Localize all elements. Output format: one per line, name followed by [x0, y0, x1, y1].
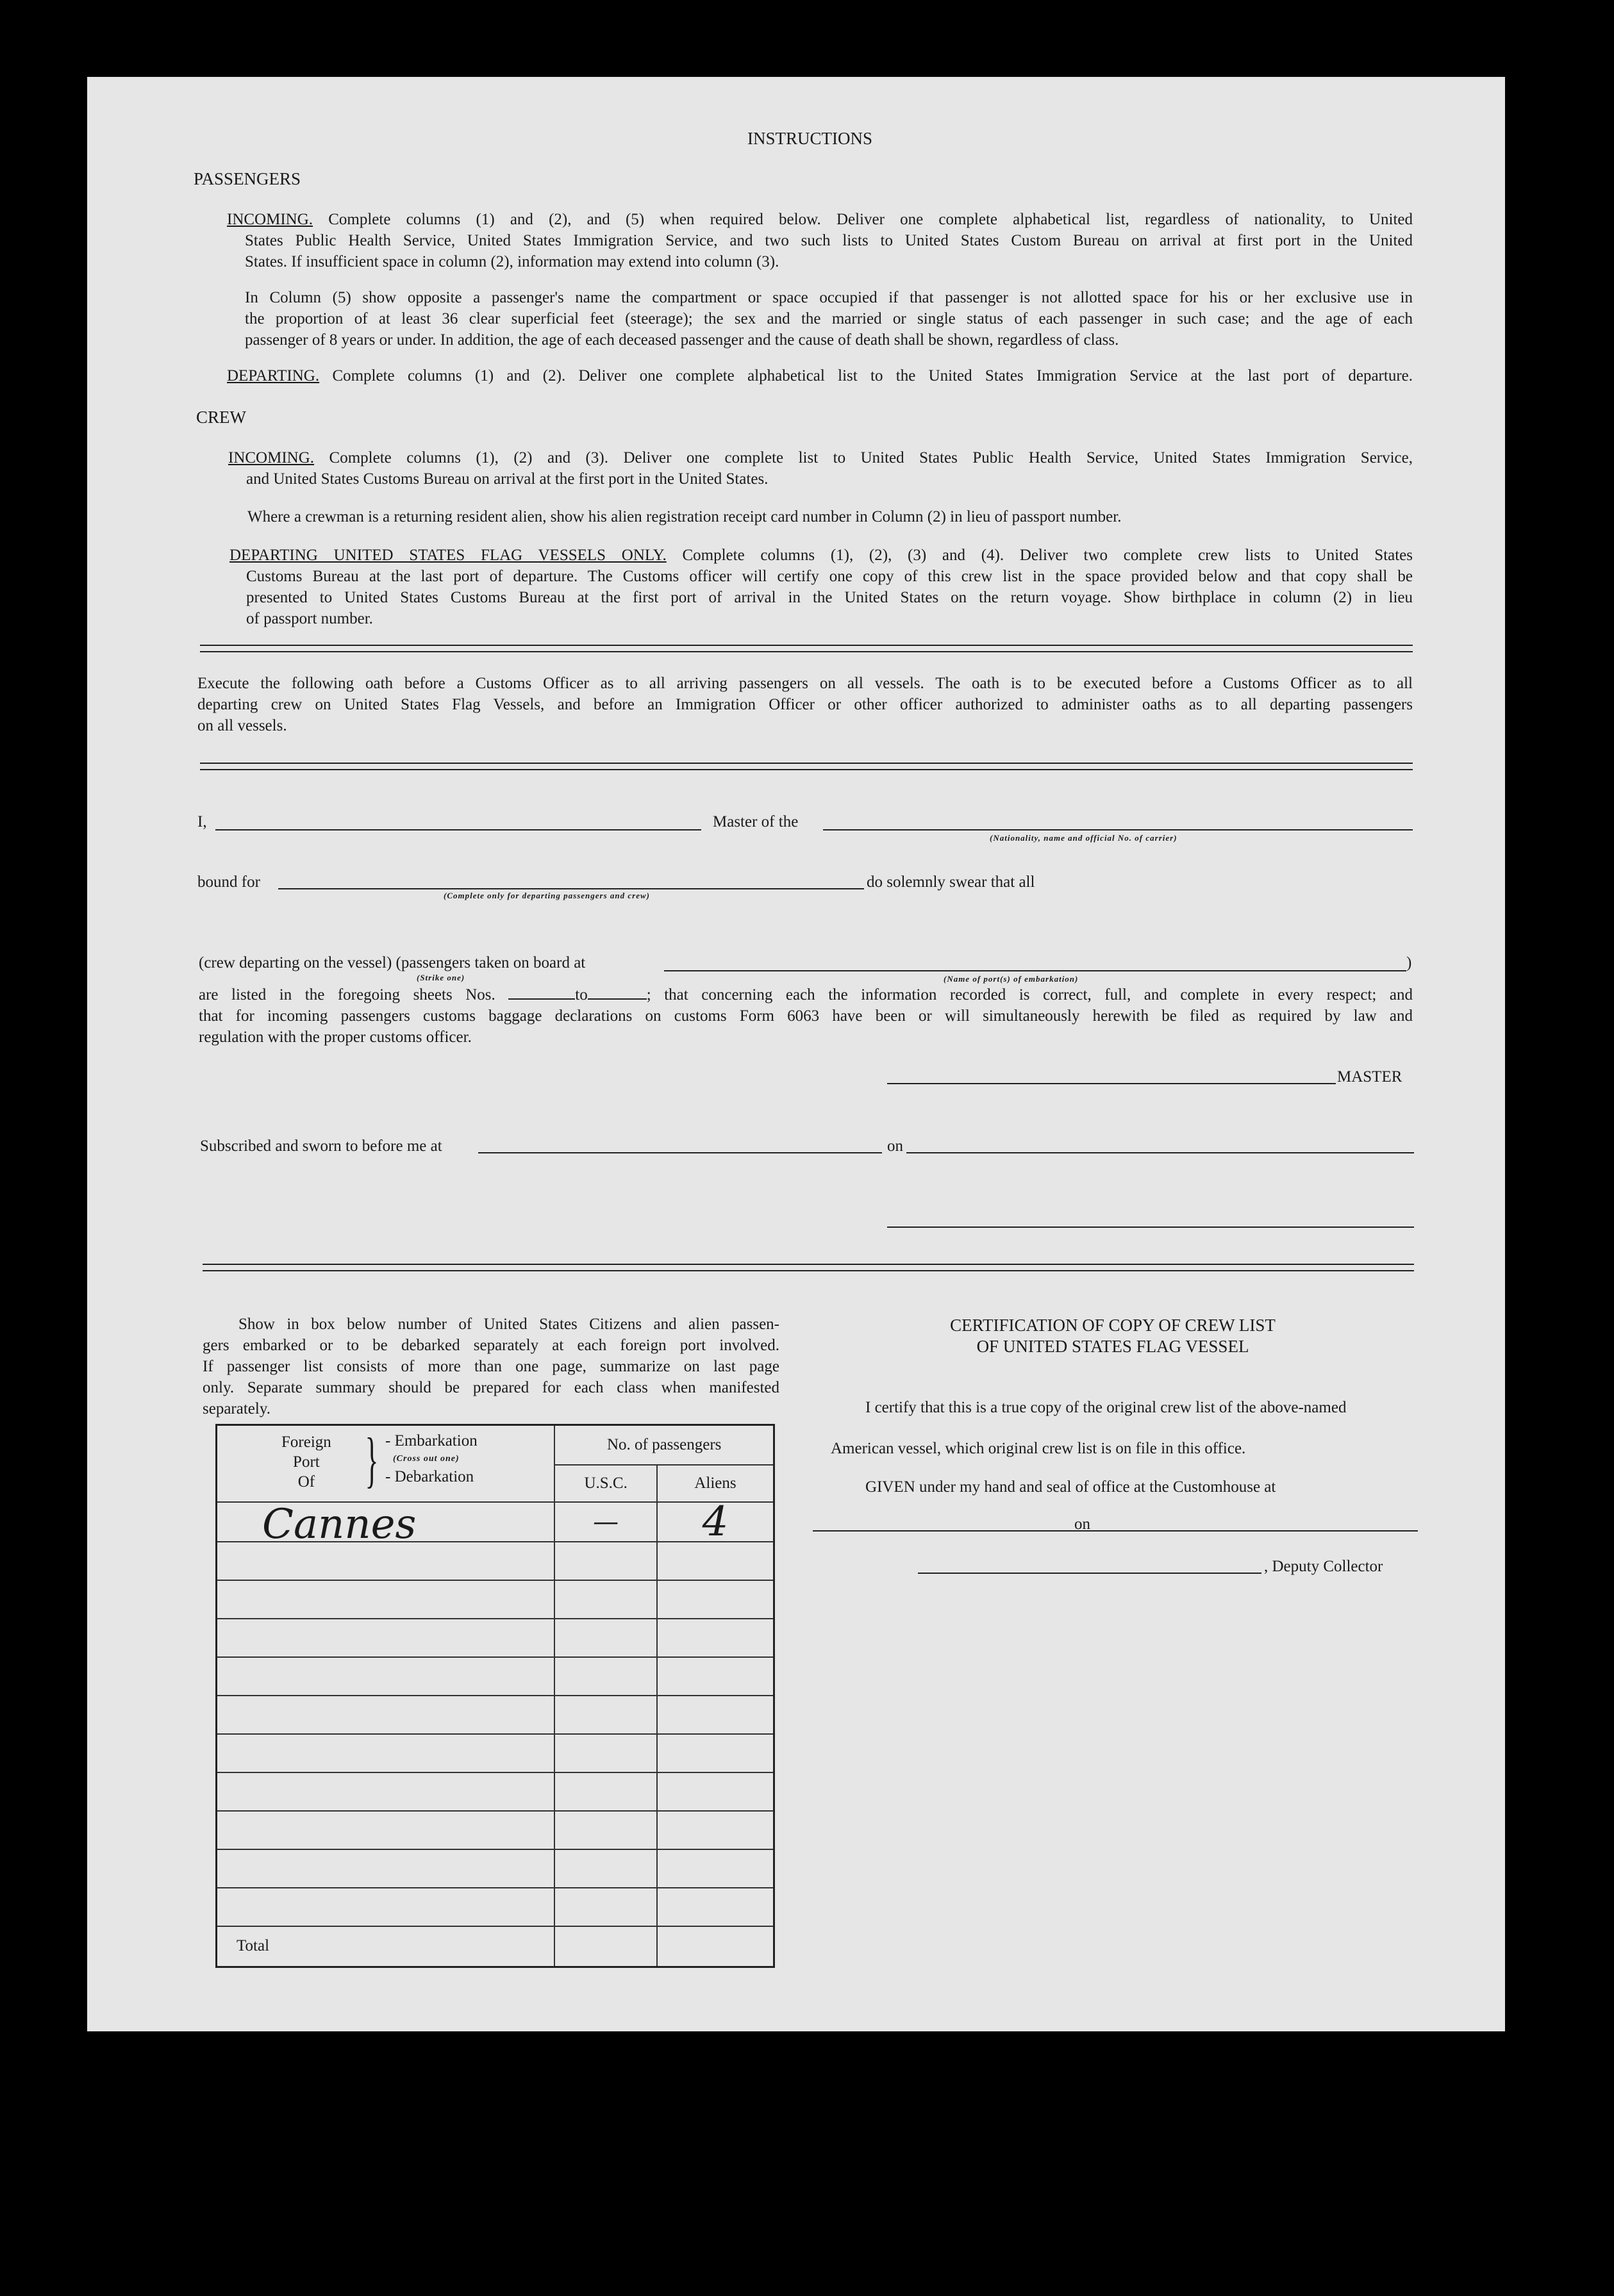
embarkation-label: - Embarkation [385, 1432, 478, 1449]
summary-instructions-line: Show in box below number of United States Citizens and alien passen- [238, 1316, 779, 1333]
column5-line: the proportion of at least 36 clear superficial feet (steerage); the sex and the married or single status of each passenger in such case; and the age of each [245, 310, 1413, 327]
usc-cell[interactable] [554, 1657, 657, 1696]
port-cell[interactable] [217, 1811, 555, 1849]
oath-instructions-line: on all vessels. [197, 717, 287, 734]
crew-incoming-label: INCOMING. [228, 449, 315, 467]
passenger-summary-table [215, 1424, 775, 1968]
crew-departing [229, 545, 1413, 629]
crew-incoming-line: and United States Customs Bureau on arrival at the first port in the United States. [246, 470, 769, 488]
listed-part2: ; that concerning each the information recorded is correct, full, and complete in every respect; and [646, 986, 1413, 1003]
page-title: INSTRUCTIONS [747, 129, 873, 148]
sworn-place-field[interactable] [478, 1152, 882, 1153]
aliens-cell[interactable] [657, 1657, 774, 1696]
usc-cell[interactable] [554, 1542, 657, 1580]
aliens-cell[interactable] [657, 1772, 774, 1811]
port-cell[interactable] [217, 1888, 555, 1926]
usc-cell[interactable] [554, 1696, 657, 1734]
listed-to: to [575, 986, 588, 1003]
table-row [217, 1619, 774, 1657]
port-handwriting: Cannes [262, 1500, 417, 1548]
passengers-departing-label: DEPARTING. [227, 367, 320, 384]
table-row [217, 1849, 774, 1888]
close-paren: ) [1406, 954, 1412, 971]
aliens-cell[interactable] [657, 1696, 774, 1734]
summary-instructions-line: separately. [203, 1400, 270, 1417]
deputy-collector-field[interactable] [918, 1573, 1261, 1574]
deputy-collector-label: , Deputy Collector [1264, 1558, 1383, 1575]
column5-instructions [245, 287, 1413, 351]
aliens-cell[interactable] [657, 1542, 774, 1580]
column5-line: passenger of 8 years or under. In addition, the age of each deceased passenger and the cause of death shall be shown, regardless of class. [245, 331, 1119, 349]
foreign-label: Foreign [281, 1433, 331, 1451]
section-divider [200, 763, 1413, 770]
brace-glyph: } [365, 1425, 379, 1494]
crew-incoming [228, 447, 1413, 490]
bound-for-field[interactable] [278, 888, 864, 889]
table-row [217, 1772, 774, 1811]
passengers-heading: PASSENGERS [194, 169, 301, 188]
usc-cell[interactable] [554, 1811, 657, 1849]
ports-caption: (Name of port(s) of embarkation) [944, 974, 1079, 984]
passengers-departing-text: Complete columns (1) and (2). Deliver one complete alphabetical list to the United States Immigration Service at the last port of departure. [332, 367, 1413, 384]
certification-title-line: CERTIFICATION OF COPY OF CREW LIST [950, 1316, 1276, 1335]
table-row [217, 1657, 774, 1696]
certification-title [850, 1315, 1376, 1357]
total-row [217, 1926, 774, 1967]
port-cell[interactable] [217, 1500, 555, 1548]
column5-line: In Column (5) show opposite a passenger's name the compartment or space occupied if that passenger is not allotted space for his or her exclusive use in [245, 289, 1413, 306]
passengers-incoming-line: States. If insufficient space in column (2), information may extend into column (3). [245, 253, 779, 270]
usc-cell[interactable] [554, 1734, 657, 1772]
port-cell[interactable] [217, 1772, 555, 1811]
aliens-cell[interactable] [657, 1619, 774, 1657]
section-divider [200, 645, 1413, 652]
american-vessel-text: American vessel, which original crew list is on file in this office. [831, 1440, 1246, 1457]
bound-for-label: bound for [197, 873, 260, 891]
port-cell[interactable] [217, 1619, 555, 1657]
aliens-cell[interactable] [657, 1811, 774, 1849]
aliens-cell[interactable] [657, 1888, 774, 1926]
crew-heading: CREW [196, 408, 246, 427]
certification-title-line: OF UNITED STATES FLAG VESSEL [976, 1337, 1249, 1356]
subscribed-label: Subscribed and sworn to before me at [200, 1137, 442, 1155]
officer-signature-field[interactable] [887, 1226, 1414, 1228]
crew-incoming-line: Complete columns (1), (2) and (3). Deliver one complete list to United States Public Health Service, United States Immigration Service, [329, 449, 1413, 467]
carrier-field[interactable] [823, 829, 1413, 830]
aliens-cell[interactable] [657, 1498, 774, 1546]
port-cell[interactable] [217, 1696, 555, 1734]
usc-cell[interactable] [554, 1772, 657, 1811]
port-header-cell [217, 1425, 555, 1502]
summary-instructions [203, 1314, 779, 1419]
section-divider [203, 1264, 1414, 1271]
listed-statement [199, 984, 1413, 1048]
debarkation-label: - Debarkation [385, 1468, 474, 1485]
master-name-field[interactable] [215, 829, 701, 830]
port-cell[interactable] [217, 1580, 555, 1619]
crew-departing-line: presented to United States Customs Bureau at the first port of arrival in the United States on the return voyage. Show birthplace in column (2) in lieu [246, 589, 1413, 606]
aliens-cell[interactable] [657, 1734, 774, 1772]
oath-i-label: I, [197, 813, 207, 830]
table-row [217, 1696, 774, 1734]
complete-only-caption: (Complete only for departing passengers and crew) [444, 891, 650, 900]
master-of-label: Master of the [713, 813, 799, 830]
strike-one-caption: (Strike one) [417, 973, 465, 982]
crew-departing-label: DEPARTING UNITED STATES FLAG VESSELS ONLY. [229, 547, 667, 564]
usc-cell[interactable] [554, 1502, 657, 1542]
passengers-incoming-label: INCOMING. [227, 211, 313, 228]
summary-instructions-line: gers embarked or to be debarked separately at each foreign port involved. [203, 1337, 779, 1354]
master-signature-field[interactable] [887, 1083, 1336, 1084]
table-row [217, 1811, 774, 1849]
passengers-incoming-line: Complete columns (1) and (2), and (5) when required below. Deliver one complete alphabetical list, regardless of nationality, to United [328, 211, 1413, 228]
usc-cell[interactable] [554, 1580, 657, 1619]
port-label: Port [293, 1453, 320, 1471]
table-row [217, 1502, 774, 1542]
usc-cell[interactable] [554, 1849, 657, 1888]
document-sheet [87, 77, 1505, 2031]
embarkation-ports-field[interactable] [664, 970, 1406, 971]
usc-cell[interactable] [554, 1619, 657, 1657]
table-row [217, 1734, 774, 1772]
aliens-cell[interactable] [657, 1849, 774, 1888]
certification-date-field[interactable] [1097, 1530, 1418, 1532]
no-passengers-header: No. of passengers [554, 1425, 774, 1465]
listed-line: that for incoming passengers customs baggage declarations on customs Form 6063 have been or will simultaneously herewith be filed as required by law and [199, 1007, 1413, 1025]
usc-header: U.S.C. [554, 1465, 657, 1502]
listed-part1: are listed in the foregoing sheets Nos. [199, 986, 495, 1003]
summary-instructions-line: only. Separate summary should be prepared for each class when manifested [203, 1379, 779, 1396]
table-row [217, 1580, 774, 1619]
sworn-date-field[interactable] [906, 1152, 1414, 1153]
of-label: Of [297, 1473, 315, 1491]
aliens-header: Aliens [657, 1465, 774, 1502]
summary-instructions-line: If passenger list consists of more than one page, summarize on last page [203, 1358, 779, 1375]
aliens-handwriting: 4 [702, 1498, 729, 1546]
oath-instructions-line: Execute the following oath before a Customs Officer as to all arriving passengers on all vessels. The oath is to be executed before a Customs Officer as to all [197, 675, 1413, 692]
master-label: MASTER [1337, 1068, 1402, 1086]
crew-departing-line: of passport number. [246, 610, 373, 627]
passengers-incoming [227, 209, 1413, 272]
crew-departing-text: (crew departing on the vessel) (passengers taken on board at [199, 954, 586, 971]
certify-text: I certify that this is a true copy of the original crew list of the above-named [865, 1399, 1347, 1416]
passengers-incoming-line: States Public Health Service, United States Immigration Service, and two such lists to United States Custom Bureau on arrival at first port in the United [245, 232, 1413, 249]
total-label: Total [217, 1926, 555, 1967]
crew-departing-line: Complete columns (1), (2), (3) and (4). Deliver two complete crew lists to United States [682, 547, 1413, 564]
certification-on-label: on [1074, 1516, 1090, 1533]
table-row [217, 1888, 774, 1926]
port-cell[interactable] [217, 1849, 555, 1888]
crew-departing-line: Customs Bureau at the last port of departure. The Customs officer will certify one copy of this crew list in the space provided below and that copy shall be [246, 568, 1413, 585]
aliens-cell[interactable] [657, 1580, 774, 1619]
oath-instructions-line: departing crew on United States Flag Vessels, and before an Immigration Officer or other officer authorized to administer oaths as to all departing passengers [197, 696, 1413, 713]
swear-text: do solemnly swear that all [867, 873, 1035, 891]
given-text: GIVEN under my hand and seal of office at the Customhouse at [865, 1478, 1276, 1496]
usc-handwriting: — [593, 1507, 619, 1537]
listed-line: regulation with the proper customs officer. [199, 1028, 472, 1046]
total-aliens-cell[interactable] [657, 1926, 774, 1967]
passengers-departing [227, 365, 1413, 386]
sheet-from-field[interactable] [508, 984, 575, 1000]
port-cell[interactable] [217, 1734, 555, 1772]
cross-out-caption: (Cross out one) [393, 1454, 460, 1464]
usc-cell[interactable] [554, 1888, 657, 1926]
sheet-to-field[interactable] [588, 984, 647, 1000]
sworn-on-label: on [887, 1137, 903, 1155]
total-usc-cell[interactable] [554, 1926, 657, 1967]
crew-resident-note: Where a crewman is a returning resident alien, show his alien registration receipt card number in Column (2) in lieu of passport number. [247, 508, 1122, 525]
port-cell[interactable] [217, 1657, 555, 1696]
nationality-caption: (Nationality, name and official No. of carrier) [990, 833, 1177, 843]
oath-instructions [197, 673, 1413, 736]
